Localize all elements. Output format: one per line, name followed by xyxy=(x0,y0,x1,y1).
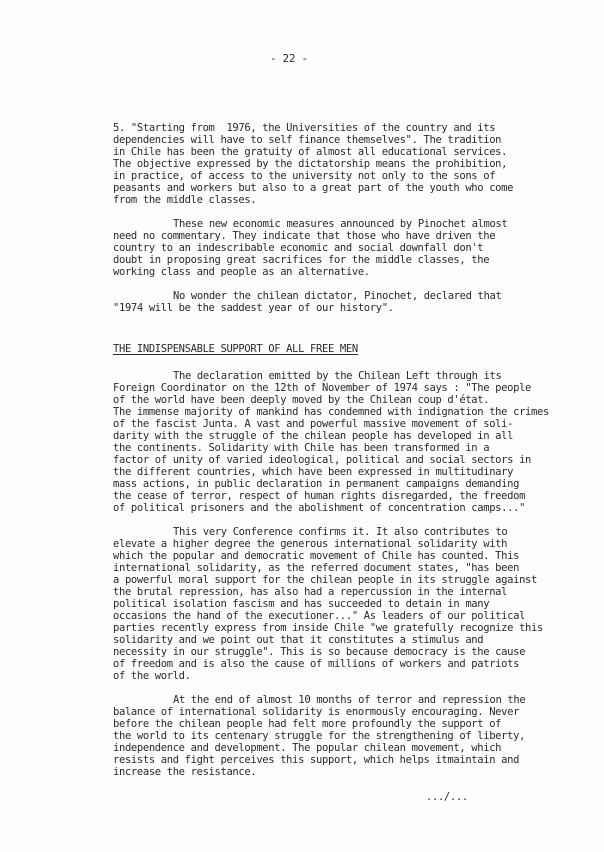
continuation-mark: .../... xyxy=(426,791,468,803)
text-line: factor of unity of varied ideological, political and social sectors in xyxy=(113,454,532,466)
text-line: of the world. xyxy=(113,670,191,682)
text-line: solidarity and we point out that it constitutes a stimulus and xyxy=(113,634,484,646)
text-line: country to an indescribable economic and social downfall don't xyxy=(113,242,484,254)
paragraph-university-finance xyxy=(113,122,533,206)
text-line: occasions the hand of the executioner..." As leaders of our political xyxy=(113,610,526,622)
text-line: dependencies will have to self finance themselves". The tradition xyxy=(113,134,502,146)
text-line: No wonder the chilean dictator, Pinochet, declared that xyxy=(173,290,502,302)
text-line: peasants and workers but also to a great part of the youth who come xyxy=(113,182,514,194)
text-line: working class and people as an alternative. xyxy=(113,266,370,278)
text-line: which the popular and democratic movement of Chile has counted. This xyxy=(113,550,520,562)
text-line: of political prisoners and the abolishment of concentration camps..." xyxy=(113,502,526,514)
text-line: The objective expressed by the dictatorship means the prohibition, xyxy=(113,158,508,170)
text-line: Foreign Coordinator on the 12th of November of 1974 says : "The people xyxy=(113,382,532,394)
paragraph-economic-measures xyxy=(113,218,533,278)
text-line: At the end of almost 10 months of terror and repression the xyxy=(173,694,526,706)
text-line: increase the resistance. xyxy=(113,766,257,778)
text-line: the brutal repression, has also had a repercussion in the internal xyxy=(113,586,508,598)
text-line: political isolation fascism and has succeeded to detain in many xyxy=(113,598,490,610)
text-line: These new economic measures announced by Pinochet almost xyxy=(173,218,508,230)
text-line: of the world have been deeply moved by the Chilean coup d'état. xyxy=(113,394,490,406)
text-line: need no commentary. They indicate that those who have driven the xyxy=(113,230,496,242)
text-line: mass actions, in public declaration in permanent campaigns demanding xyxy=(113,478,520,490)
text-line: necessity in our struggle". This is so because democracy is the cause xyxy=(113,646,526,658)
text-line: "1974 will be the saddest year of our history". xyxy=(113,302,394,314)
text-line: the cease of terror, respect of human rights disregarded, the freedom xyxy=(113,490,526,502)
text-line: the different countries, which have been expressed in multitudinary xyxy=(113,466,514,478)
text-line: in Chile has been the gratuity of almost all educational services. xyxy=(113,146,508,158)
paragraph-saddest-year xyxy=(113,290,533,314)
text-line: 5. "Starting from 1976, the Universities of the country and its xyxy=(113,122,496,134)
text-line: in practice, of access to the university not only to the sons of xyxy=(113,170,496,182)
text-line: darity with the struggle of the chilean people has developed in all xyxy=(113,430,514,442)
text-line: international solidarity, as the referred document states, "has been xyxy=(113,562,520,574)
text-line: a powerful moral support for the chilean people in its struggle against xyxy=(113,574,537,586)
text-line: before the chilean people had felt more profoundly the support of xyxy=(113,718,502,730)
text-line: balance of international solidarity is enormously encouraging. Never xyxy=(113,706,520,718)
text-line: The declaration emitted by the Chilean Left through its xyxy=(173,370,502,382)
paragraph-conference-solidarity xyxy=(113,526,543,682)
section-heading: THE INDISPENSABLE SUPPORT OF ALL FREE MEN xyxy=(113,343,358,355)
text-line: This very Conference confirms it. It also contributes to xyxy=(173,526,508,538)
text-line: of the fascist Junta. A vast and powerful massive movement of soli- xyxy=(113,418,514,430)
paragraph-international-balance xyxy=(113,694,533,778)
text-line: parties recently express from inside Chile "we gratefully recognize this xyxy=(113,622,543,634)
text-line: The immense majority of mankind has condemned with indignation the crimes xyxy=(113,406,549,418)
text-line: the continents. Solidarity with Chile has been transformed in a xyxy=(113,442,490,454)
text-line: resists and fight perceives this support, which helps itmaintain and xyxy=(113,754,520,766)
page-number: - 22 - xyxy=(270,52,308,65)
text-line: independence and development. The popular chilean movement, which xyxy=(113,742,502,754)
text-line: from the middle classes. xyxy=(113,194,257,206)
text-line: elevate a higher degree the generous international solidarity with xyxy=(113,538,508,550)
text-line: the world to its centenary struggle for the strengthening of liberty, xyxy=(113,730,526,742)
text-line: doubt in proposing great sacrifices for the middle classes, the xyxy=(113,254,490,266)
text-line: of freedom and is also the cause of millions of workers and patriots xyxy=(113,658,520,670)
paragraph-chilean-left-declaration xyxy=(113,370,549,514)
